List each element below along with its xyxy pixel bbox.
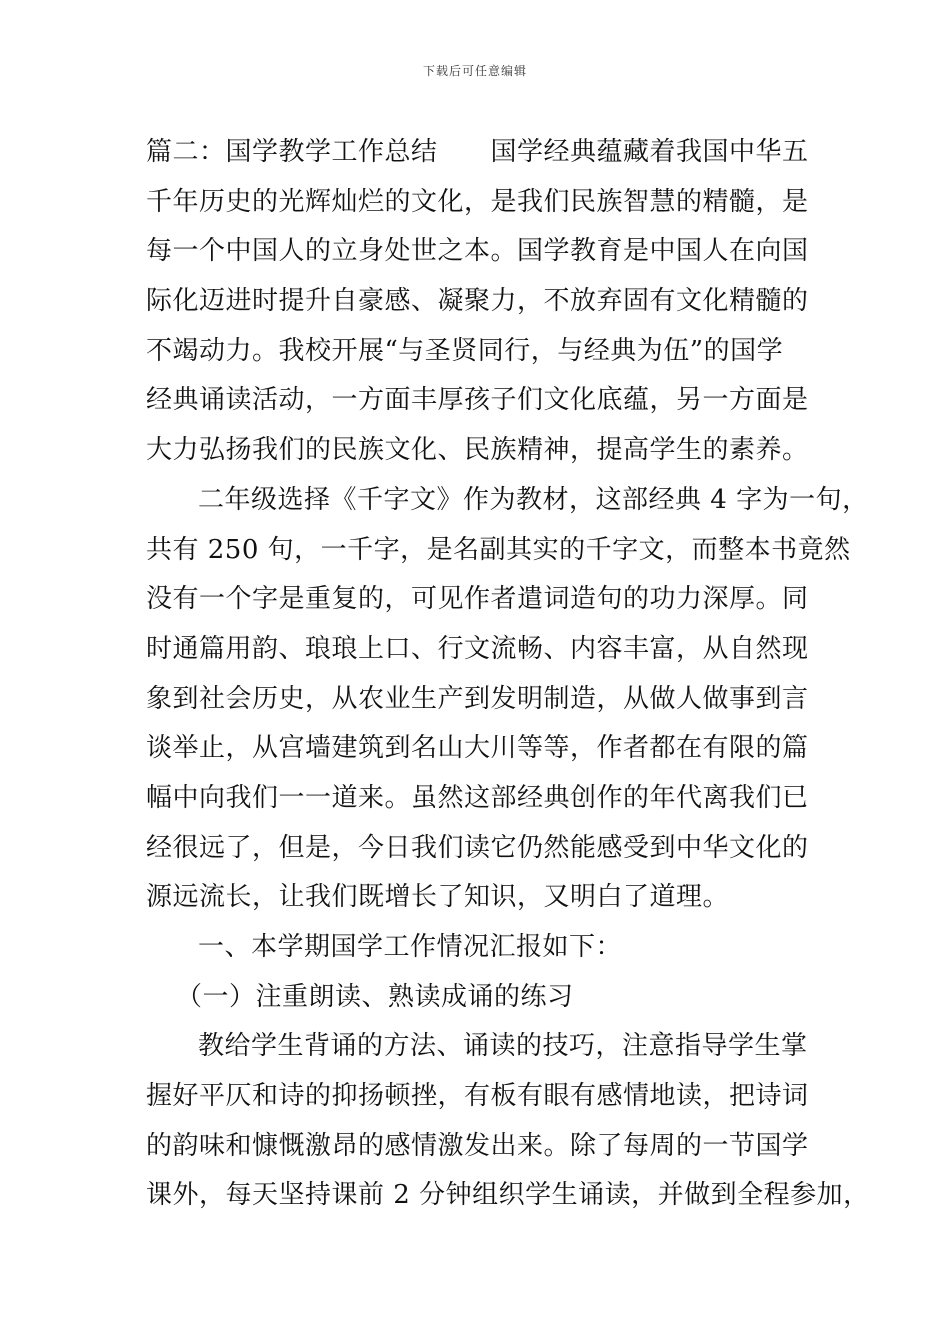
text-line: 幅中向我们一一道来。虽然这部经典创作的年代离我们已 [146,782,809,813]
text-line: 经很远了，但是，今日我们读它仍然能感受到中华文化的 [146,832,809,863]
header-note: 下载后可任意编辑 [422,64,527,78]
text-line: 千年历史的光辉灿烂的文化，是我们民族智慧的精髓，是 [146,186,809,217]
text-line: 没有一个字是重复的，可见作者遣词造句的功力深厚。同 [146,584,809,615]
text-line: 源远流长，让我们既增长了知识，又明白了道理。 [146,882,730,913]
text-line: 共有 250 句，一千字，是名副其实的千字文，而整本书竟然 [146,534,851,565]
text-line: 每一个中国人的立身处世之本。国学教育是中国人在向国 [146,236,809,267]
text-line: 篇二：国学教学工作总结 国学经典蕴藏着我国中华五 [146,137,809,167]
text-line: 经典诵读活动，一方面丰厚孩子们文化底蕴，另一方面是 [146,385,809,416]
text-line: 谈举止，从宫墙建筑到名山大川等等，作者都在有限的篇 [146,733,809,764]
document-body [146,128,870,1221]
text-line: 的韵味和慷慨激昂的感情激发出来。除了每周的一节国学 [146,1130,809,1161]
subsection-heading: （一）注重朗读、熟读成诵的练习 [176,981,574,1012]
text-line: 课外，每天坚持课前 2 分钟组织学生诵读，并做到全程参加， [146,1180,870,1211]
text-line: 不竭动力。我校开展“与圣贤同行，与经典为伍”的国学 [146,335,784,366]
section-heading: 一、本学期国学工作情况汇报如下： [198,932,623,962]
text-line: 教给学生背诵的方法、诵读的技巧，注意指导学生掌 [198,1031,808,1062]
text-line: 际化迈进时提升自豪感、凝聚力，不放弃固有文化精髓的 [146,286,809,317]
text-line: 握好平仄和诗的抑扬顿挫，有板有眼有感情地读，把诗词 [146,1081,809,1112]
text-line: 象到社会历史，从农业生产到发明制造，从做人做事到言 [146,683,809,714]
text-line: 时通篇用韵、琅琅上口、行文流畅、内容丰富，从自然现 [146,633,809,664]
text-line: 大力弘扬我们的民族文化、民族精神，提高学生的素养。 [146,435,809,466]
text-line: 二年级选择《千字文》作为教材，这部经典 4 字为一句， [198,484,869,515]
